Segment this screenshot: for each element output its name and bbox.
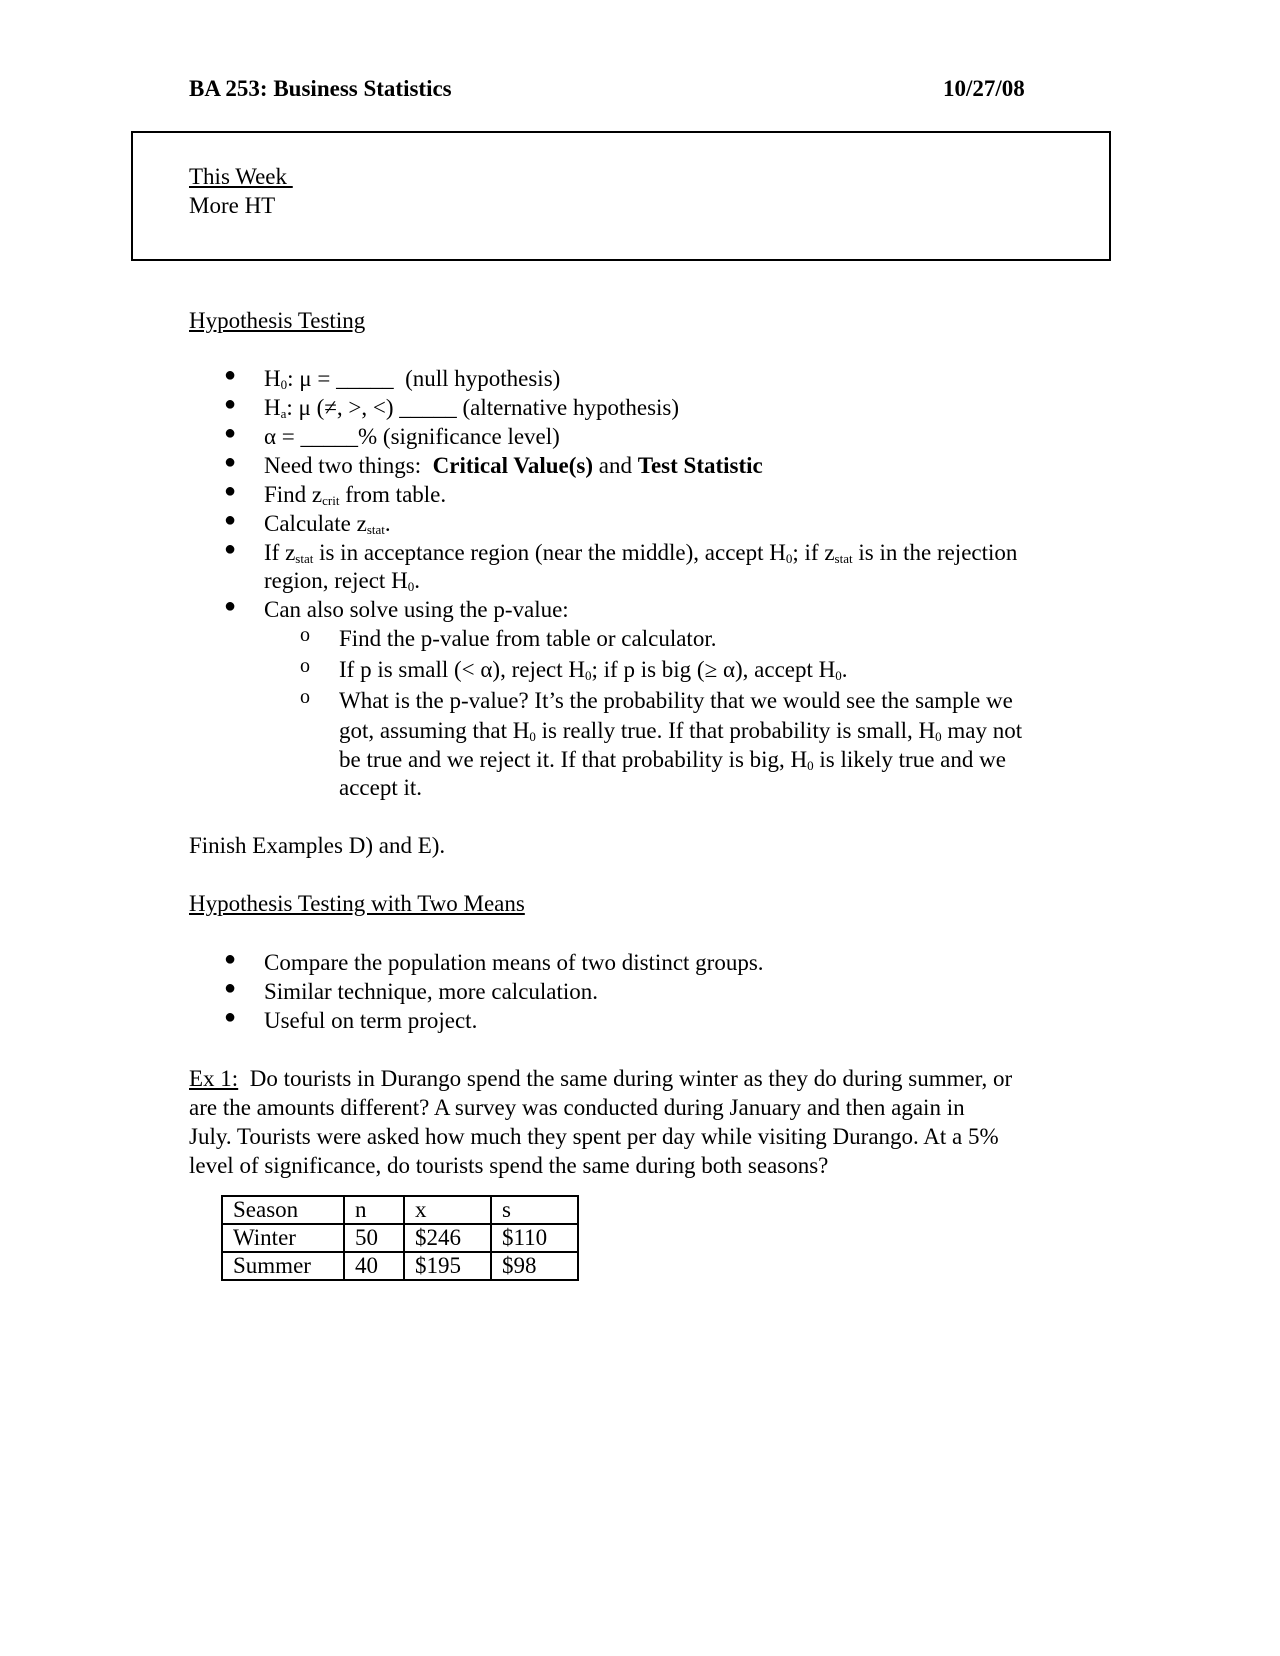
table-header-row [222,1196,578,1224]
section-title-hypothesis-testing: Hypothesis Testing [189,308,366,333]
example-line-2: are the amounts different? A survey was conducted during January and then again in [189,1095,965,1120]
table-row [222,1252,578,1280]
tourist-spending-table [221,1195,579,1281]
table-cell: $110 [491,1224,578,1252]
list-item-calc-zstat: Calculate $z_{stat}$. [264,511,391,537]
course-title: BA 253: Business Statistics [189,76,452,101]
list-item-p-value: Can also solve using the p-value: [264,597,569,622]
bullet-marker: ● [224,1006,237,1028]
list-item-significance: α = _____% (significance level) [264,424,560,449]
list-item-acceptance-region-cont: region, reject $H_0$. [264,568,420,594]
bullet-marker: ● [224,451,237,473]
bullet-marker: ● [224,538,237,560]
bullet-marker: ● [224,595,237,617]
table-cell: $195 [404,1252,491,1280]
bullet-marker: ● [224,509,237,531]
list-item-need-two-things: Need two things: Critical Value(s) and Test Statistic [264,453,763,478]
example-label: Ex 1: [189,1066,239,1091]
sub-item-p-small-big: If p is small (< α), reject $H_0$; if p is big (≥ α), accept $H_0$. [339,657,848,683]
table-cell: Summer [222,1252,344,1280]
table-row [222,1224,578,1252]
sub-bullet-marker: o [300,624,310,646]
sub-bullet-marker: o [300,686,310,708]
table-cell: $98 [491,1252,578,1280]
this-week-box [131,131,1111,261]
sub-item-what-is-p-value-l3: be true and we reject it. If that probability is big, $H_0$ is likely true and we [339,747,1006,773]
finish-examples: Finish Examples D) and E). [189,833,446,858]
table-cell: $246 [404,1224,491,1252]
sub-item-what-is-p-value-l2: got, assuming that $H_0$ is really true. If that probability is small, $H_0$ may not [339,718,1023,744]
sub-item-what-is-p-value: What is the p-value? It’s the probability that we would see the sample we [339,688,1013,713]
sub-item-what-is-p-value-l4: accept it. [339,775,423,800]
list-item-term-project: Useful on term project. [264,1008,478,1033]
document-date: 10/27/08 [943,76,1025,101]
table-header-cell: n [344,1196,404,1224]
table-header-cell: Season [222,1196,344,1224]
bullet-marker: ● [224,480,237,502]
list-item-null-hypothesis: $H_0$: μ = _____ (null hypothesis) [264,366,561,392]
bullet-marker: ● [224,977,237,999]
list-item-find-zcrit: Find $z_{crit}$ from table. [264,482,447,508]
sub-bullet-marker: o [300,655,310,677]
table-cell: Winter [222,1224,344,1252]
list-item-similar-technique: Similar technique, more calculation. [264,979,599,1004]
this-week-title: This Week [189,164,293,189]
list-item-alt-hypothesis: $H_a$: μ (≠, >, <) _____ (alternative hypothesis) [264,395,680,421]
bullet-marker: ● [224,948,237,970]
sub-item-find-p-value: Find the p-value from table or calculator. [339,626,717,651]
table-cell: 40 [344,1252,404,1280]
list-item-compare-means: Compare the population means of two distinct groups. [264,950,764,975]
table-cell: 50 [344,1224,404,1252]
this-week-topic: More HT [189,193,276,218]
section-title-two-means: Hypothesis Testing with Two Means [189,891,525,916]
bullet-marker: ● [224,422,237,444]
table-header-cell: s [491,1196,578,1224]
example-line-3: July. Tourists were asked how much they spent per day while visiting Durango. At a 5% [189,1124,999,1149]
bullet-marker: ● [224,393,237,415]
list-item-acceptance-region: If $z_{stat}$ is in acceptance region (near the middle), accept $H_0$; if $z_{stat}$ is in the rejection [264,540,1018,566]
table-header-cell: x [404,1196,491,1224]
example-line-4: level of significance, do tourists spend the same during both seasons? [189,1153,829,1178]
example-line-1: Ex 1: Do tourists in Durango spend the same during winter as they do during summer, or [189,1066,1013,1091]
bullet-marker: ● [224,364,237,386]
